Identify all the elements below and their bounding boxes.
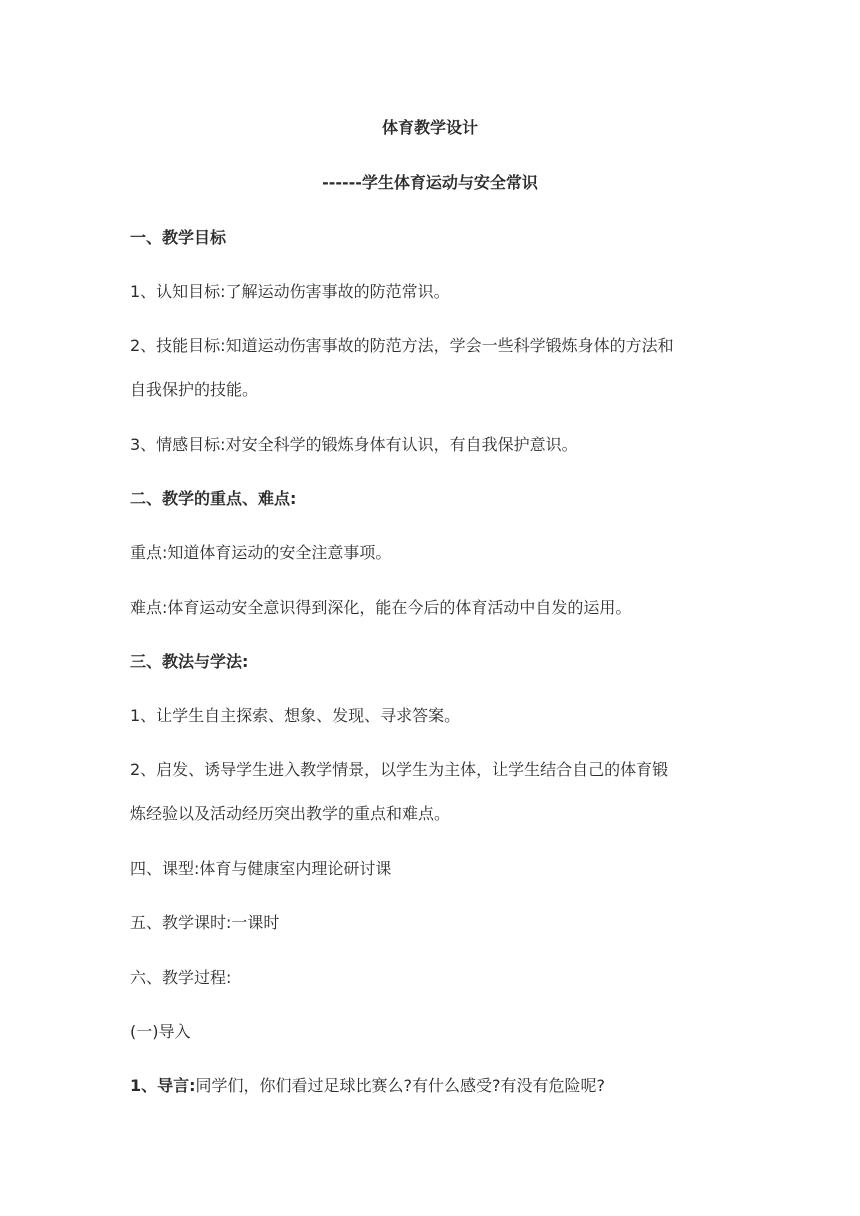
goal-cognitive: 1、认知目标:了解运动伤害事故的防范常识。 [130,282,450,301]
document-title: 体育教学设计 [381,118,478,137]
method-item-2-line2: 炼经验以及活动经历突出教学的重点和难点。 [130,804,451,823]
section-class-hours: 五、教学课时:一课时 [130,913,280,932]
method-item-2-line1: 2、启发、诱导学生进入教学情景，以学生为主体，让学生结合自己的体育锻 [130,760,669,779]
section-heading-methods: 三、教法与学法: [130,652,249,671]
method-item-1: 1、让学生自主探索、想象、发现、寻求答案。 [130,706,461,725]
section-course-type: 四、课型:体育与健康室内理论研讨课 [130,859,392,878]
document-subtitle: ------学生体育运动与安全常识 [322,173,538,192]
section-heading-key-points: 二、教学的重点、难点: [130,489,297,508]
key-point: 重点:知道体育运动的安全注意事项。 [130,543,392,562]
difficulty-point: 难点:体育运动安全意识得到深化，能在今后的体育活动中自发的运用。 [130,598,632,617]
intro-paragraph [130,1074,605,1098]
section-heading-teaching-goals: 一、教学目标 [130,228,227,247]
part-introduction: (一)导入 [130,1022,191,1041]
intro-text: 同学们，你们看过足球比赛么?有什么感受?有没有危险呢? [195,1076,606,1095]
goal-emotional: 3、情感目标:对安全科学的锻炼身体有认识，有自我保护意识。 [130,435,578,454]
goal-skill-line2: 自我保护的技能。 [130,380,259,399]
section-teaching-process: 六、教学过程: [130,968,232,987]
goal-skill-line1: 2、技能目标:知道运动伤害事故的防范方法，学会一些科学锻炼身体的方法和 [130,336,674,355]
intro-label: 1、导言: [130,1076,196,1095]
